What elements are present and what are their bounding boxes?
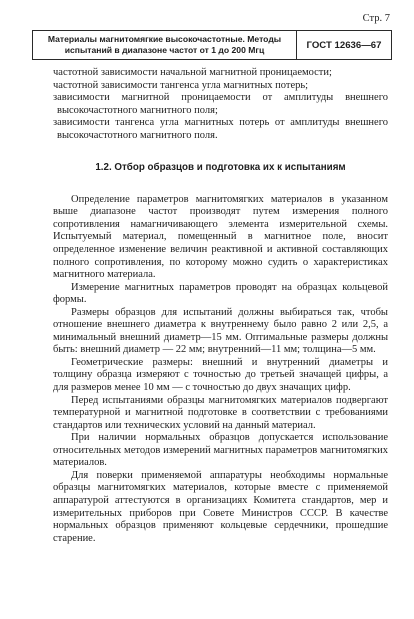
section-title: 1.2. Отбор образцов и подготовка их к испытаниям [95,162,346,174]
paragraph: При наличии нормальных образцов допускается использование относительных методов измерений магнитных параметров магнитомягких материалов. [53,432,388,469]
intro-item: зависимости магнитной проницаемости от амплитуды внешнего высокочастотного магнитного поля; [53,92,388,116]
paragraph: Измерение магнитных параметров проводят на образцах кольцевой формы. [53,281,388,306]
standard-code: ГОСТ 12636—67 [306,39,382,51]
intro-item: частотной зависимости тангенса угла магнитных потерь; [53,79,309,91]
paragraph: Для поверки применяемой аппаратуры необходимы нормальные образцы магнитомягких материалов, которые вместе с применяемой аппаратурой аттестуются в организациях Комитета стандартов, мер и измерительных приборов при Совете Министров СССР. В качестве нормальных образцов применяют кольцевые сердечники, прошедшие старение. [53,469,388,544]
section-body [53,194,388,545]
document-header [32,30,392,60]
intro-list [53,67,388,142]
page-content [53,67,388,545]
header-title: Материалы магнитомягкие высокочастотные. Методы испытаний в диапазоне частот от 1 до 200 Мгц [33,31,297,59]
intro-item: зависимости тангенса угла магнитных потерь от амплитуды внешнего высокочастотного магнитного поля. [53,117,388,141]
paragraph: Перед испытаниями образцы магнитомягких материалов подвергают температурной и магнитной подготовке в соответствии с требованиями стандартов или технических условий на данный материал. [53,394,388,431]
paragraph: Размеры образцов для испытаний должны выбираться так, чтобы отношение внешнего диаметра к внутреннему было равно 2 или 2,5, а минимальный внешний диаметр—15 мм. Оптимальные размеры должны быть: внешний диаметр — 22 мм; внутренний—11 мм; толщина—5 мм. [53,306,388,356]
paragraph: Геометрические размеры: внешний и внутренний диаметры и толщину образца измеряют с точностью до третьей значащей цифры, а для размеров менее 10 мм — с точностью до двух значащих цифр. [53,356,388,394]
intro-item: частотной зависимости начальной магнитной проницаемости; [53,67,332,78]
page-number: Стр. 7 [362,13,390,24]
paragraph: Определение параметров магнитомягких материалов в указанном выше диапазоне частот производят путем измерения полного сопротивления намагничивающего элемента измерительной схемы. Испытуемый материал, помещенный в магнитное поле, вносит определенное изменение величин реактивной и активной составляющих полного сопротивления, по которому можно судить о характеристиках магнитного материала. [53,193,388,281]
